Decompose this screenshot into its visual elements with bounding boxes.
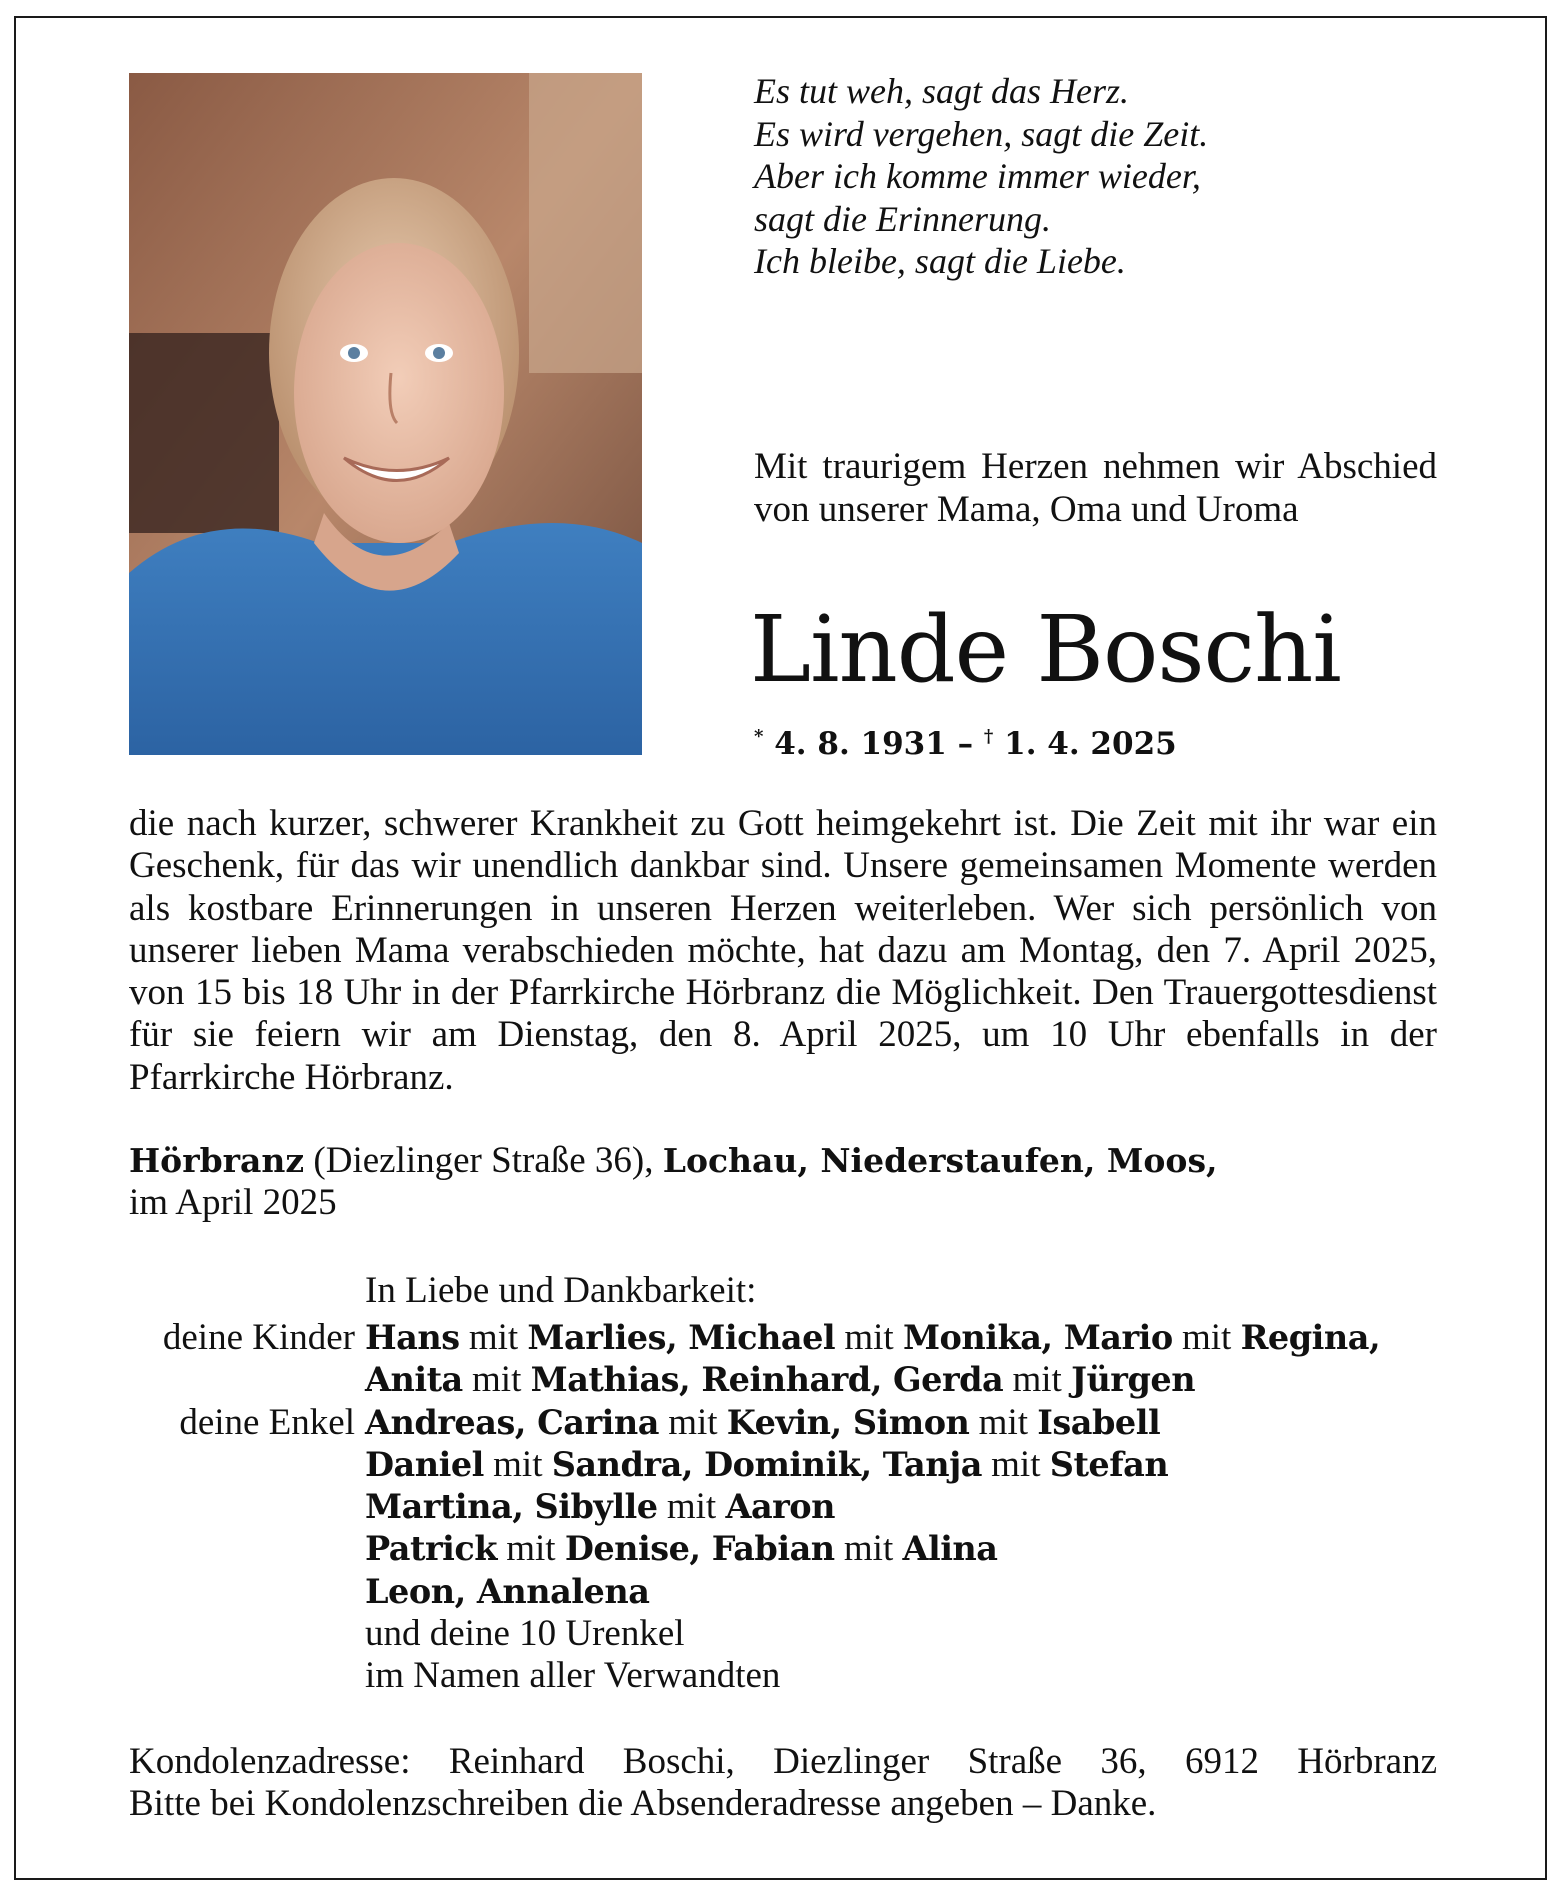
label-spacer: [129, 1613, 365, 1655]
family-row: [129, 1444, 1449, 1486]
family-names: [365, 1613, 685, 1655]
closing-block: [129, 1741, 1437, 1825]
condolence-address: Kondolenzadresse: Reinhard Boschi, Diezlinger Straße 36, 6912 Hörbranz: [129, 1741, 1437, 1782]
place-town: Hörbranz: [129, 1141, 305, 1180]
family-name: Stefan: [1049, 1444, 1169, 1484]
deceased-name: Linde Boschi: [750, 596, 1341, 703]
connector-text: mit: [658, 1401, 727, 1443]
family-name: Patrick: [365, 1529, 497, 1569]
label-spacer: [129, 1528, 365, 1570]
family-row: [129, 1359, 1449, 1401]
family-row: [129, 1402, 1449, 1444]
label-spacer: [129, 1655, 365, 1697]
family-name: Regina,: [1240, 1318, 1381, 1357]
family-name: Mathias, Reinhard, Gerda: [530, 1360, 1004, 1400]
label-spacer: [129, 1571, 365, 1613]
place-block: [129, 1140, 1218, 1224]
family-name: Daniel: [365, 1444, 484, 1484]
family-name: Martina, Sibylle: [365, 1487, 658, 1527]
family-names: [365, 1444, 1168, 1486]
enkel-label: deine Enkel: [179, 1401, 355, 1443]
family-names: [365, 1571, 649, 1613]
family-row: [129, 1528, 1449, 1570]
body-text: die nach kurzer, schwerer Krankheit zu Gott heimgekehrt ist. Die Zeit mit ihr war ein Geschenk, für das wir unendlich dankbar sind. Unsere gemeinsamen Momente werden als kostbare Erinnerungen in unseren Herzen weiterleben. Wer sich persönlich von unserer lieben Mama verabschieden möchte, hat dazu am Montag, den 7. April 2025, von 15 bis 18 Uhr in der Pfarrkirche Hörbranz die Möglichkeit. Den Trauergottesdienst für sie feiern wir am Dienstag, den 8. April 2025, um 10 Uhr ebenfalls in der Pfarrkirche Hörbranz.: [129, 803, 1437, 1098]
connector-text: mit: [969, 1401, 1038, 1443]
connector-text: mit: [496, 1528, 565, 1570]
connector-text: mit: [834, 1528, 903, 1570]
family-row: [129, 1613, 1449, 1655]
family-row: [129, 1571, 1449, 1613]
family-names: [365, 1655, 780, 1697]
family-name: Anita: [365, 1360, 463, 1400]
label-spacer: [129, 1444, 365, 1486]
family-names: [365, 1359, 1195, 1401]
intro-text: Mit traurigem Herzen nehmen wir Abschied von unserer Mama, Oma und Uroma: [754, 446, 1437, 530]
death-date: 1. 4. 2025: [1004, 726, 1177, 762]
connector-text: mit: [657, 1486, 726, 1528]
family-name: Monika, Mario: [902, 1318, 1173, 1357]
connector-text: mit: [462, 1359, 531, 1401]
connector-text: mit: [483, 1443, 552, 1485]
family-names: [365, 1528, 998, 1570]
portrait-photo: [129, 73, 642, 755]
connector-text: mit: [835, 1317, 903, 1358]
birth-date: 4. 8. 1931: [774, 726, 947, 762]
poem-line: Es wird vergehen, sagt die Zeit.: [754, 113, 1209, 154]
kinder-label: deine Kinder: [162, 1317, 355, 1358]
signoff: In Liebe und Dankbarkeit:: [365, 1270, 757, 1311]
place-date: im April 2025: [129, 1182, 337, 1223]
death-symbol: †: [983, 726, 994, 747]
condolence-note: Bitte bei Kondolenzschreiben die Absenderadresse angeben – Danke.: [129, 1783, 1157, 1824]
life-dates: [754, 726, 1177, 762]
family-row: [129, 1486, 1449, 1528]
place-address: (Diezlinger Straße 36),: [304, 1140, 663, 1181]
family-name: Marlies, Michael: [527, 1318, 836, 1357]
poem-line: sagt die Erinnerung.: [754, 198, 1051, 239]
place-others: Lochau, Niederstaufen, Moos,: [662, 1141, 1218, 1180]
family-name: Andreas, Carina: [365, 1402, 659, 1442]
family-name: Sandra, Dominik, Tanja: [551, 1444, 982, 1484]
connector-text: und deine 10 Urenkel: [365, 1613, 685, 1655]
family-name: Kevin, Simon: [726, 1402, 970, 1442]
poem: [754, 70, 1208, 283]
connector-text: mit: [981, 1443, 1050, 1485]
family-name: Leon, Annalena: [365, 1571, 650, 1611]
connector-text: im Namen aller Verwandten: [365, 1655, 781, 1697]
family-row: [129, 1655, 1449, 1697]
family-list: [129, 1317, 1449, 1698]
family-name: Alina: [902, 1529, 998, 1569]
label-spacer: [129, 1486, 365, 1528]
family-name: Denise, Fabian: [564, 1529, 835, 1569]
poem-line: Aber ich komme immer wieder,: [754, 156, 1201, 196]
poem-line: Ich bleibe, sagt die Liebe.: [754, 241, 1126, 281]
connector-text: mit: [1003, 1359, 1072, 1401]
family-names: [365, 1486, 835, 1528]
family-name: Aaron: [725, 1487, 836, 1527]
connector-text: mit: [1172, 1317, 1241, 1358]
label-spacer: [129, 1359, 365, 1401]
family-name: Isabell: [1037, 1402, 1161, 1442]
family-name: Jürgen: [1071, 1360, 1196, 1400]
family-name: Hans: [365, 1318, 460, 1357]
family-names: [365, 1402, 1160, 1444]
connector-text: mit: [459, 1317, 528, 1358]
birth-symbol: *: [754, 726, 764, 747]
poem-line: Es tut weh, sagt das Herz.: [754, 71, 1130, 111]
date-separator: –: [946, 726, 984, 762]
family-row: [129, 1317, 1449, 1359]
family-names: [365, 1317, 1380, 1359]
